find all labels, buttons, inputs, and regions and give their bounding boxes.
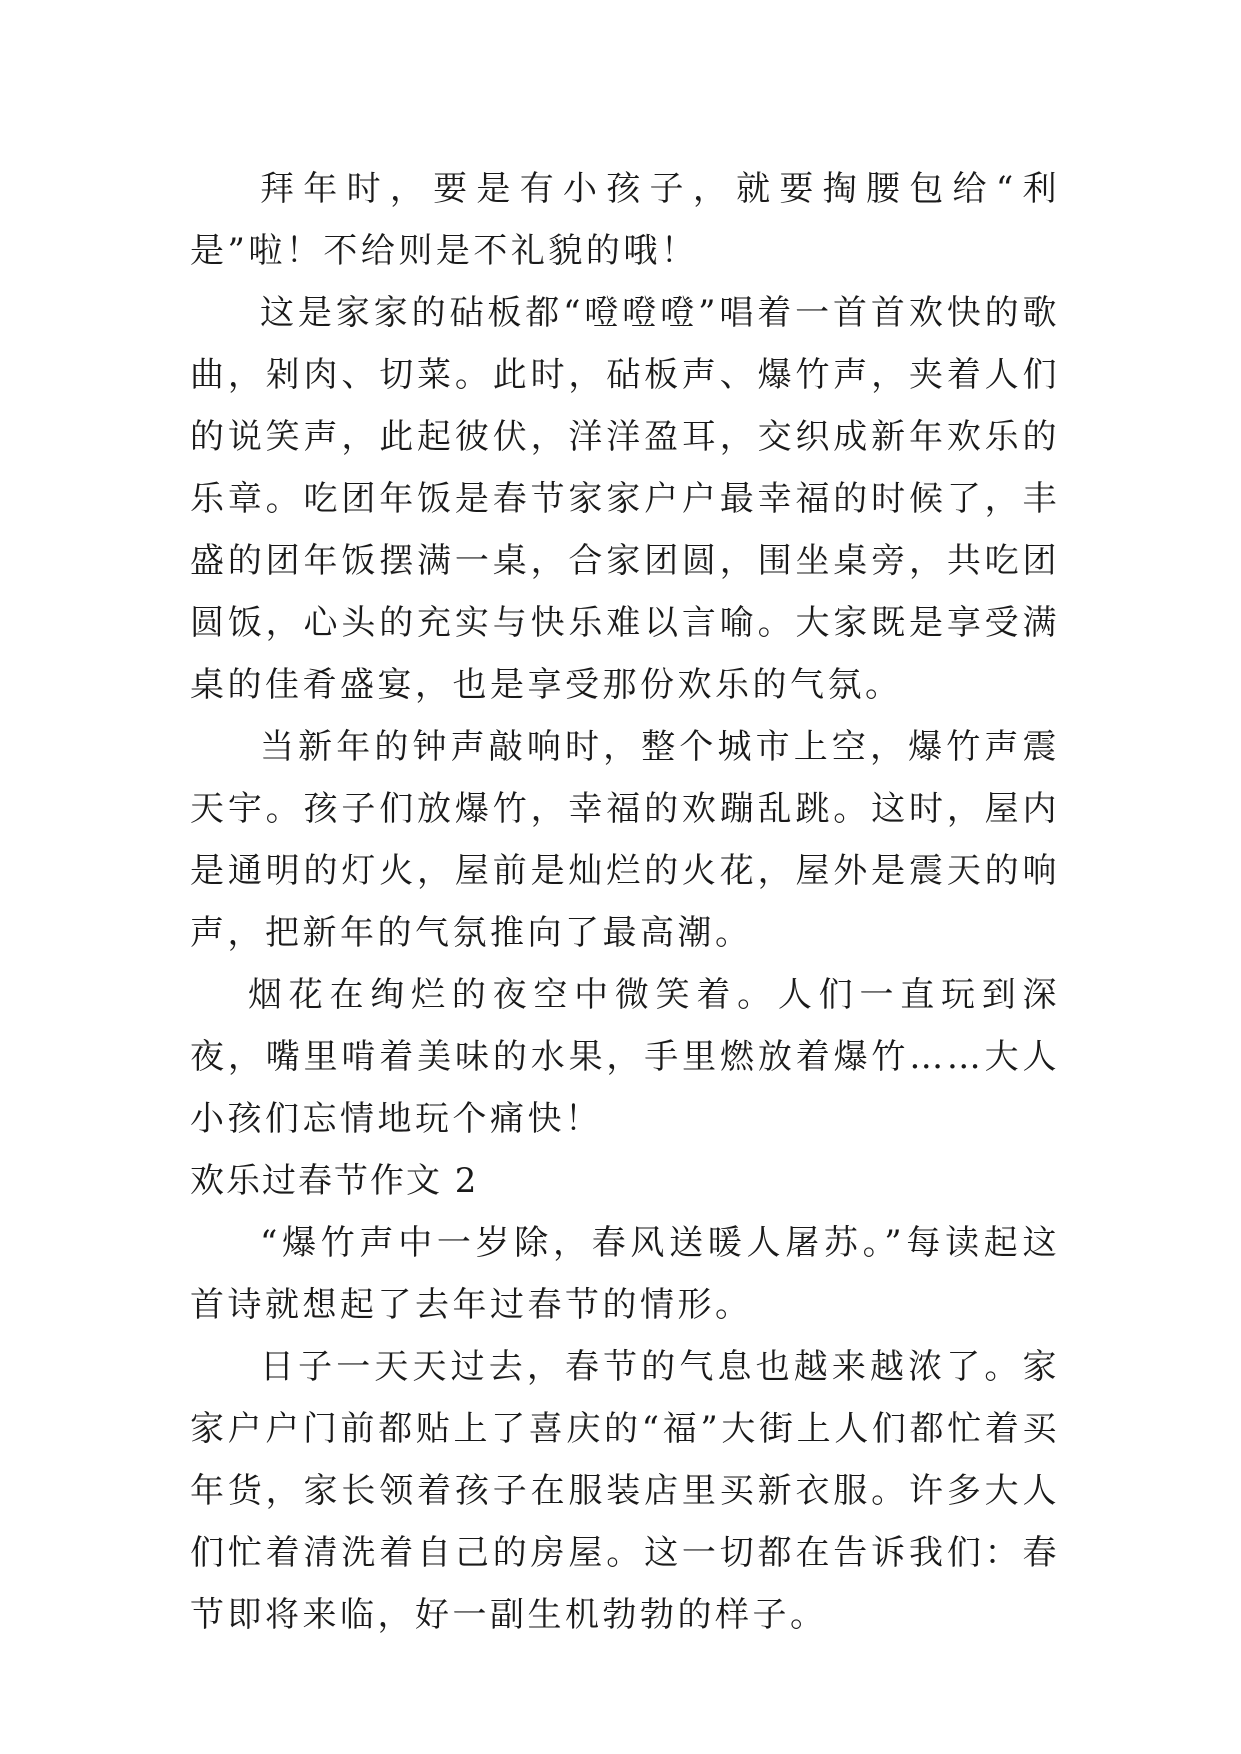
section-title: 欢乐过春节作文 2 <box>190 1161 479 1201</box>
paragraph-new-year-bell: 当新年的钟声敲响时，整个城市上空，爆竹声震天宇。孩子们放爆竹，幸福的欢蹦乱跳。这时，屋内是通明的灯火，屋前是灿烂的火花，屋外是震天的响声，把新年的气氛推向了最高潮。 <box>190 727 1060 953</box>
document-body <box>190 158 1060 1646</box>
paragraph-preparations: 日子一天天过去，春节的气息也越来越浓了。家家户户门前都贴上了喜庆的“福”大街上人们都忙着买年货，家长领着孩子在服装店里买新衣服。许多大人们忙着清洗着自己的房屋。这一切都在告诉我们：春节即将来临，好一副生机勃勃的样子。 <box>190 1347 1060 1635</box>
paragraph-fireworks: 烟花在绚烂的夜空中微笑着。人们一直玩到深夜，嘴里啃着美味的水果，手里燃放着爆竹……大人小孩们忘情地玩个痛快！ <box>190 975 1060 1139</box>
paragraph-reunion-dinner: 这是家家的砧板都“噔噔噔”唱着一首首欢快的歌曲，剁肉、切菜。此时，砧板声、爆竹声，夹着人们的说笑声，此起彼伏，洋洋盈耳，交织成新年欢乐的乐章。吃团年饭是春节家家户户最幸福的时候了，丰盛的团年饭摆满一桌，合家团圆，围坐桌旁，共吃团圆饭，心头的充实与快乐难以言喻。大家既是享受满桌的佳肴盛宴，也是享受那份欢乐的气氛。 <box>190 293 1060 705</box>
paragraph-red-envelope: 拜年时，要是有小孩子，就要掏腰包给“利是”啦！不给则是不礼貌的哦！ <box>190 169 1060 271</box>
paragraph-poem: “爆竹声中一岁除，春风送暖人屠苏。”每读起这首诗就想起了去年过春节的情形。 <box>190 1223 1060 1325</box>
